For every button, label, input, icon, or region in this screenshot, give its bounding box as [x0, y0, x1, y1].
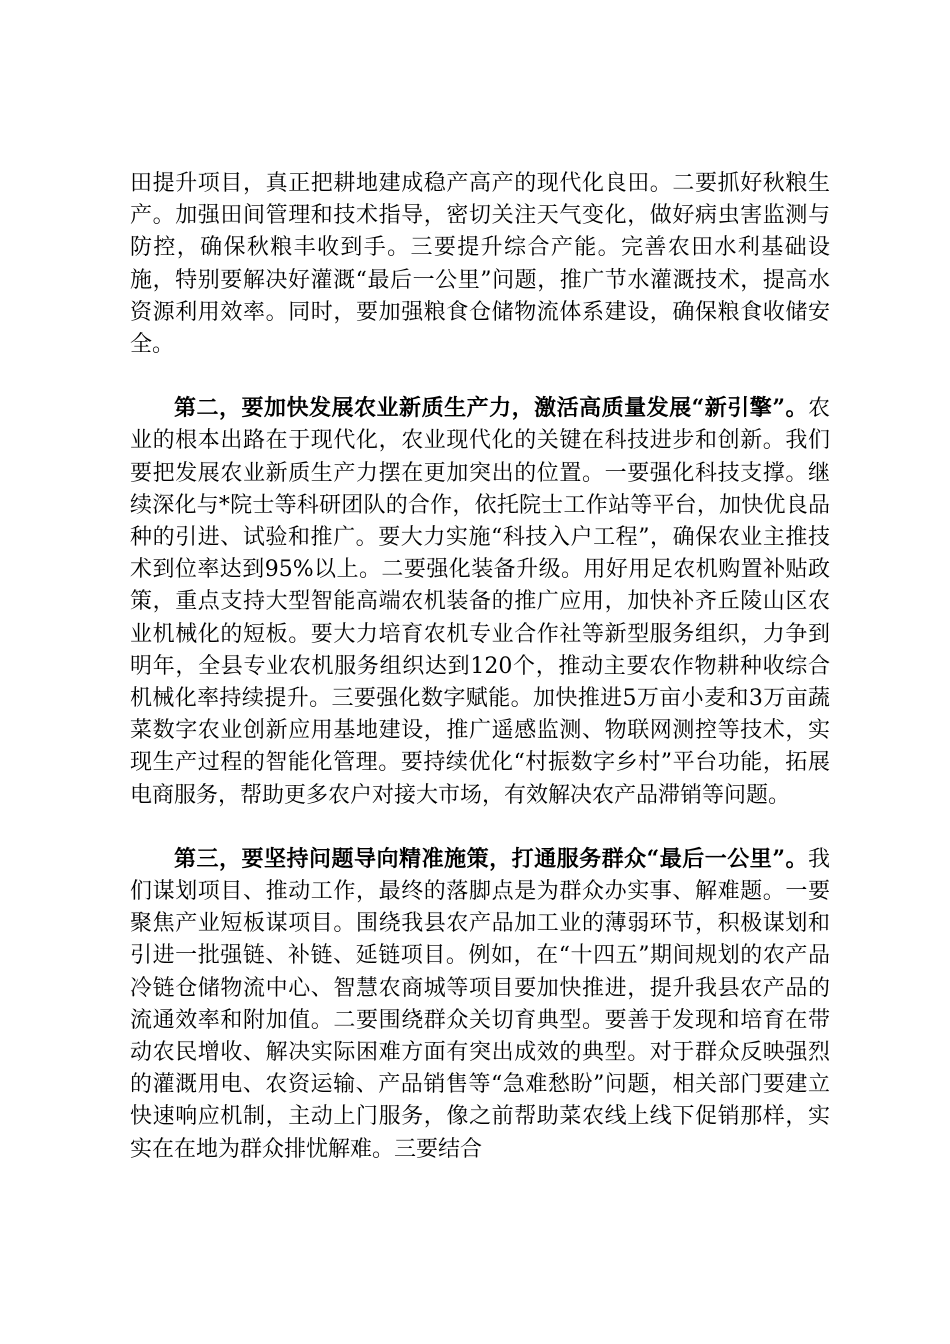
paragraph-2-heading: 第二，要加快发展农业新质生产力，激活高质量发展“新引擎”。: [174, 395, 808, 422]
paragraph-1-body: 田提升项目，真正把耕地建成稳产高产的现代化良田。二要抓好秋粮生产。加强田间管理和技术指导，密切关注天气变化，做好病虫害监测与防控，确保秋粮丰收到手。三要提升综合产能。完善农田水利基础设施，特别要解决好灌溉“最后一公里”问题，推广节水灌溉技术，提高水资源利用效率。同时，要加强粮食仓储物流体系建设，确保粮食收储安全。: [130, 171, 830, 358]
paragraph-2-body: 农业的根本出路在于现代化，农业现代化的关键在科技进步和创新。我们要把发展农业新质生产力摆在更加突出的位置。一要强化科技支撑。继续深化与*院士等科研团队的合作，依托院士工作站等平台，加快优良品种的引进、试验和推广。要大力实施“科技入户工程”，确保农业主推技术到位率达到95%以上。二要强化装备升级。用好用足农机购置补贴政策，重点支持大型智能高端农机装备的推广应用，加快补齐丘陵山区农业机械化的短板。要大力培育农机专业合作社等新型服务组织，力争到明年，全县专业农机服务组织达到120个，推动主要农作物耕种收综合机械化率持续提升。三要强化数字赋能。加快推进5万亩小麦和3万亩蔬菜数字农业创新应用基地建设，推广遥感监测、物联网测控等技术，实现生产过程的智能化管理。要持续优化“村振数字乡村”平台功能，拓展电商服务，帮助更多农户对接大市场，有效解决农产品滞销等问题。: [130, 396, 830, 808]
paragraph-2: [130, 392, 830, 812]
paragraph-3-body: 我们谋划项目、推动工作，最终的落脚点是为群众办实事、解难题。一要聚焦产业短板谋项目。围绕我县农产品加工业的薄弱环节，积极谋划和引进一批强链、补链、延链项目。例如，在“十四五”期间规划的农产品冷链仓储物流中心、智慧农商城等项目要加快推进，提升我县农产品的流通效率和附加值。二要围绕群众关切育典型。要善于发现和培育在带动农民增收、解决实际困难方面有突出成效的典型。对于群众反映强烈的灌溉用电、农资运输、产品销售等“急难愁盼”问题，相关部门要建立快速响应机制，主动上门服务，像之前帮助菜农线上线下促销那样，实实在在地为群众排忧解难。三要结合: [130, 846, 830, 1162]
paragraph-1: [130, 168, 830, 361]
paragraph-3-heading: 第三，要坚持问题导向精准施策，打通服务群众“最后一公里”。: [174, 845, 808, 872]
document-page: [130, 168, 830, 1166]
paragraph-3: [130, 843, 830, 1166]
